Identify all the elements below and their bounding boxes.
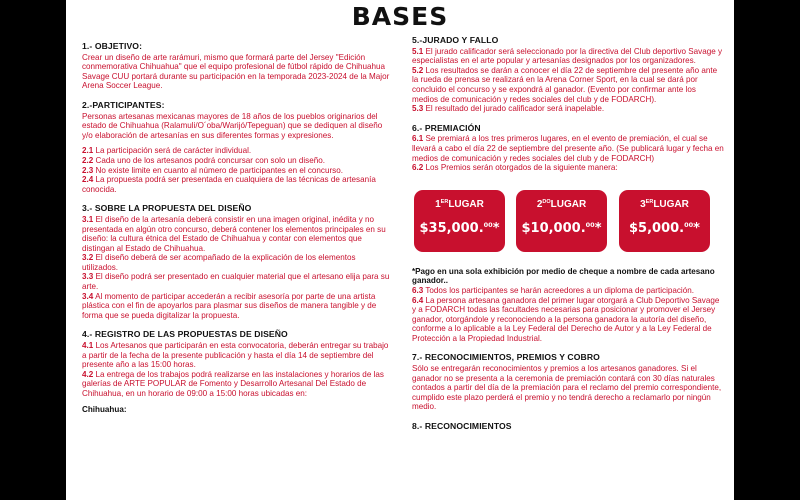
document-page: [66, 0, 734, 500]
place-number: 3: [640, 198, 646, 210]
section-4-sub-heading: Chihuahua:: [82, 404, 127, 414]
section-6-heading: 6.- PREMIACIÓN: [412, 122, 481, 133]
section-5-item: [412, 66, 724, 104]
section-5-item: [412, 104, 724, 114]
item-number: 4.1: [82, 341, 94, 351]
amount-value: $5,000.: [629, 220, 685, 236]
item-number: 6.2: [412, 163, 424, 173]
place-suffix: DO: [542, 198, 551, 205]
item-text: No existe limite en cuanto al número de participantes en el concurso.: [93, 165, 343, 175]
prize-card-second: [516, 190, 607, 252]
item-number: 4.2: [82, 369, 94, 379]
section-4-item: [82, 370, 392, 399]
section-6-item: [412, 296, 724, 344]
section-5-item: [412, 47, 724, 66]
section-3-item: [82, 215, 392, 253]
item-number: 6.1: [412, 134, 424, 144]
item-number: 2.1: [82, 146, 94, 156]
section-6-item: [412, 134, 724, 163]
item-text: Cada uno de los artesanos podrá concursar con solo un diseño.: [93, 155, 325, 165]
section-4-heading: 4.- REGISTRO DE LAS PROPUESTAS DE DISEÑO: [82, 329, 288, 340]
item-number: 3.2: [82, 253, 94, 263]
section-6-item: [412, 286, 724, 296]
item-text: El diseño de la artesanía deberá consistir en una imagen original, inédita y no presentada en algún otro concurso, deberá contener los elementos principales en su diseño: la cultura étnica del Estado de Chihuahua y contar con elementos que distingan al Estado de Chihuahua.: [82, 214, 386, 253]
section-1-body: Crear un diseño de arte rarámuri, mismo que formará parte del Jersey "Edición conmemorativa Chihuahua" que el equipo profesional de fútbol rápido de Chihuahua Savage CUU portará durante su participación en la temporada 2023-2024 de la Major Arena Soccer League.: [82, 52, 390, 91]
section-2-item: [82, 166, 392, 176]
item-number: 3.3: [82, 272, 94, 282]
item-number: 5.1: [412, 46, 424, 56]
item-text: La entrega de los trabajos podrá realizarse en las instalaciones y horarios de las galerías de ARTE POPULAR de Fomento y Desarrollo Artesanal Del Estado de Chihuahua, en un horario de 09:00 a 15:00 horas ubicadas en:: [82, 369, 384, 398]
item-number: 6.3: [412, 285, 424, 295]
section-5-heading: 5.-JURADO Y FALLO: [412, 35, 499, 45]
section-2-body: Personas artesanas mexicanas mayores de 18 años de los pueblos originarios del estado de Chihuahua (Ralamuli/O´oba/Warijó/Tepeguan) que se dediquen al diseño y/o elaboración de artesanías en sus diferentes formas y expresiones.: [82, 111, 383, 140]
amount-cents: 00: [483, 220, 493, 229]
item-text: Se premiará a los tres primeros lugares, en el evento de premiación, el cual se llevará a cabo el día 22 de septiembre del presente año. (Se publicará lugar y fecha en medios de comunicación y redes sociales del club y de FODARCH): [412, 134, 724, 163]
page-title: BASES: [351, 2, 449, 31]
section-2-heading: 2.-PARTICIPANTES:: [82, 99, 165, 110]
item-text: Los Artesanos que participarán en esta convocatoria, deberán entregar su trabajo a partir de la fecha de la presente publicación y hasta el día 14 de septiembre del presente año a las 15:00 horas.: [82, 341, 389, 370]
section-3-heading: 3.- SOBRE LA PROPUESTA DEL DISEÑO: [82, 203, 252, 214]
section-2-item: [82, 146, 392, 156]
item-number: 3.1: [82, 214, 94, 224]
right-column: [412, 36, 724, 433]
item-text: El resultado del jurado calificador será inapelable.: [423, 104, 605, 114]
section-6-item: [412, 163, 724, 173]
prize-place: [619, 198, 710, 210]
amount-cents: 00: [585, 220, 595, 229]
item-number: 2.4: [82, 175, 94, 185]
item-number: 5.2: [412, 65, 424, 75]
section-4-item: [82, 341, 392, 370]
prize-cards: [412, 190, 724, 252]
item-number: 3.4: [82, 291, 94, 301]
item-text: Todos los participantes se harán acreedores a un diploma de participación.: [423, 285, 694, 295]
section-7-body: Sólo se entregarán reconocimientos y premios a los artesanos ganadores. Si el ganador no se presenta a la ceremonia de premiación contará con 30 días naturales contados a partir del día de la premiación para el reclamo del premio correspondiente, cumplido este plazo perderá el premio y no tendrá derecho a reclamarlo por ningún medio.: [412, 364, 722, 412]
section-3-item: [82, 253, 392, 272]
section-7-heading: 7.- RECONOCIMIENTOS, PREMIOS Y COBRO: [412, 352, 600, 363]
prize-amount: [414, 221, 505, 234]
place-suffix: ER: [440, 198, 449, 205]
place-suffix: ER: [645, 198, 654, 205]
left-column: [82, 42, 392, 414]
place-word: LUGAR: [550, 198, 587, 210]
place-word: LUGAR: [653, 198, 689, 210]
section-3-item: [82, 292, 392, 321]
section-3-item: [82, 272, 392, 291]
place-number: 1: [435, 198, 441, 210]
amount-value: $10,000.: [521, 220, 586, 236]
item-text: La propuesta podrá ser presentada en cualquiera de las técnicas de artesanía conocida.: [82, 175, 376, 194]
prize-card-third: [619, 190, 710, 252]
item-number: 6.4: [412, 295, 424, 305]
place-word: LUGAR: [448, 198, 484, 210]
item-text: Los Premios serán otorgados de la siguiente manera:: [423, 163, 618, 173]
item-text: El jurado calificador será seleccionado por la directiva del Club deportivo Savage y especialistas en el arte popular y artesanías designados por los organizadores.: [412, 46, 722, 66]
prize-amount: [516, 221, 607, 234]
amount-value: $35,000.: [419, 220, 484, 236]
prize-card-first: [414, 190, 505, 252]
item-text: La participación será de carácter individual.: [93, 146, 252, 156]
item-text: La persona artesana ganadora del primer lugar otorgará a Club Deportivo Savage y a FODARCH todas las facultades necesarias para posicionar y promover el Jersey ganador, otorgándole y reconociendo a la persona ganadora la autoría del diseño, conforme a lo aplicable a la Ley Federal del Derecho de Autor y a la Ley Federal de Protección a la Propiedad Industrial.: [412, 295, 720, 343]
item-text: Los resultados se darán a conocer el día 22 de septiembre del presente año ante la rueda de prensa se realizará en la Arena Corner Sport, en la cual se dará por concluido el concurso y se expondrá al ganador. (Evento por confirmar ante los medios de comunicación y redes sociales del club y de FODARCH).: [412, 65, 718, 104]
item-text: El diseño deberá de ser acompañado de la explicación de los elementos utilizados.: [82, 253, 356, 272]
section-2-item: [82, 175, 392, 194]
prize-amount: [619, 221, 710, 234]
amount-cents: 00: [684, 220, 694, 229]
amount-mark: *: [594, 220, 602, 236]
amount-mark: *: [693, 220, 700, 236]
section-1-heading: 1.- OBJETIVO:: [82, 41, 143, 51]
place-number: 2: [536, 198, 543, 210]
section-2-item: [82, 156, 392, 166]
item-number: 2.3: [82, 165, 94, 175]
prize-place: [516, 198, 607, 210]
prize-place: [414, 198, 505, 210]
item-number: 5.3: [412, 104, 424, 114]
item-text: Al momento de participar accederán a recibir asesoría por parte de una artista plástica con el fin de apoyarlos para plasmar sus diseños de manera tangible y de forma que se pueda digitalizar la propuesta.: [82, 291, 377, 320]
section-8-heading: 8.- RECONOCIMIENTOS: [412, 421, 512, 432]
item-text: El diseño podrá ser presentado en cualquier material que el artesano elija para su arte.: [82, 272, 390, 292]
payment-note: *Pago en una sola exhibición por medio de cheque a nombre de cada artesano ganador..: [412, 266, 715, 286]
amount-mark: *: [492, 220, 500, 236]
item-number: 2.2: [82, 155, 94, 165]
